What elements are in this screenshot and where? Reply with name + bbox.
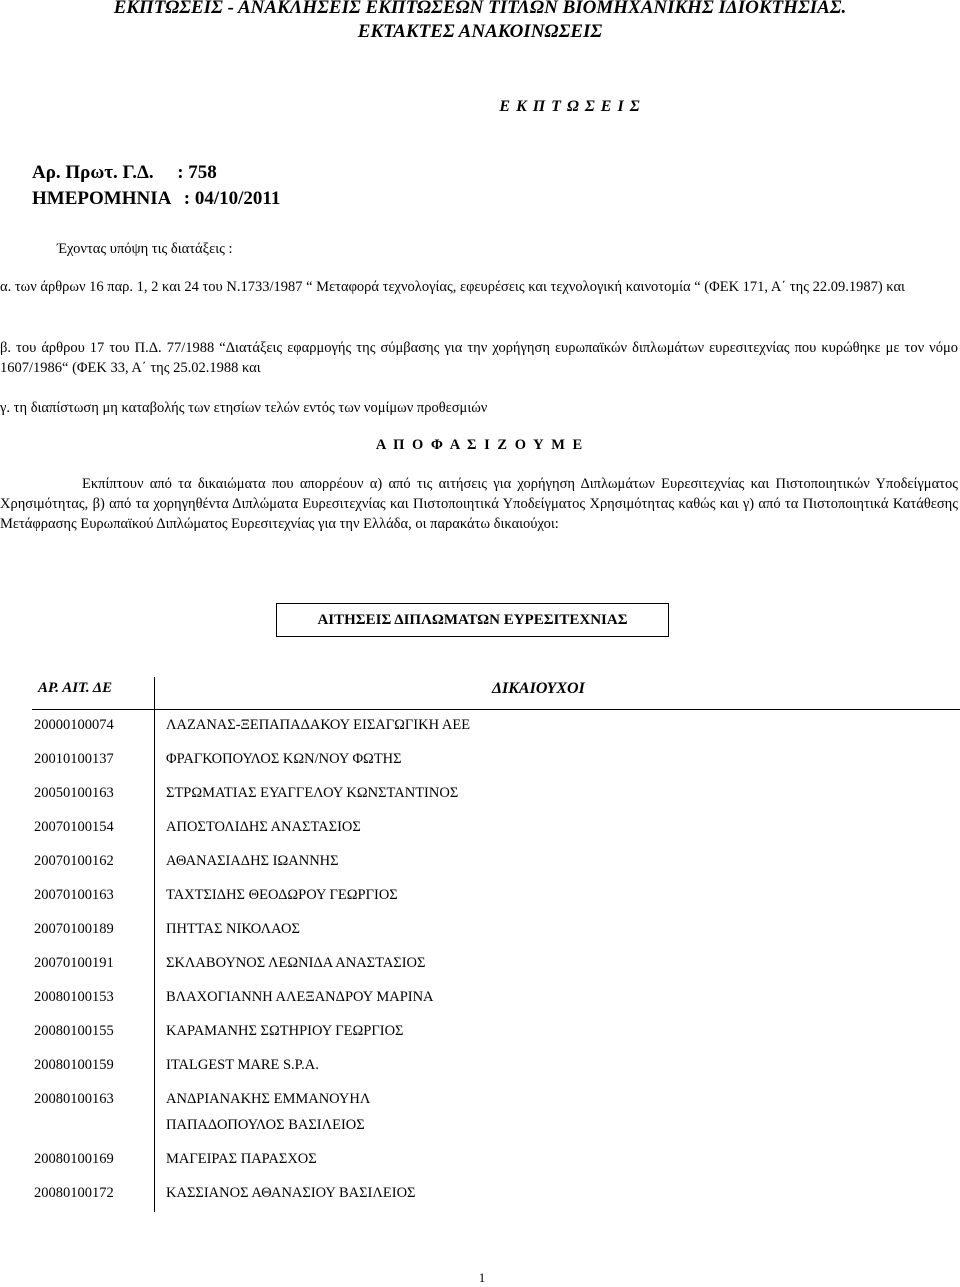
section-heading: Ε Κ Π Τ Ω Σ Ε Ι Σ <box>499 98 641 115</box>
table-header-divider <box>32 709 960 710</box>
preamble-item-a: α. των άρθρων 16 παρ. 1, 2 και 24 του Ν.1733/1987 “ Μεταφορά τεχνολογίας, εφευρέσεις και τεχνολογική καινοτομία “ (ΦΕΚ 171, Α΄ της 22.09.1987) και <box>0 279 905 295</box>
application-number: 20080100155 <box>34 1023 114 1039</box>
applications-heading: ΑΙΤΗΣΕΙΣ ΔΙΠΛΩΜΑΤΩΝ ΕΥΡΕΣΙΤΕΧΝΙΑΣ <box>276 603 669 637</box>
application-number: 20080100172 <box>34 1185 114 1201</box>
column-header-holders: ΔΙΚΑΙΟΥΧΟΙ <box>492 680 585 697</box>
application-number: 20080100169 <box>34 1151 114 1167</box>
decision-text: Εκπίπτουν από τα δικαιώματα που απορρέουν α) από τις αιτήσεις για χορήγηση Διπλωμάτων Ευρεσιτεχνίας και Πιστοποιητικών Υποδείγματος Χρησιμότητας, β) από τα χορηγηθέντα Διπλώματα Ευρεσιτεχνίας και Πιστοποιητικά Υποδείγματος Χρησιμότητας καθώς και γ) από τα Πιστοποιητικά Κατάθεσης Μετάφρασης Ευρωπαϊκού Διπλώματος Ευρεσιτεχνίας για την Ελλάδα, οι παρακάτω δικαιούχοι: <box>0 476 958 532</box>
application-number: 20070100154 <box>34 819 114 835</box>
preamble-item-c: γ. τη διαπίστωση μη καταβολής των ετησίων τελών εντός των νομίμων προθεσμιών <box>0 400 488 416</box>
application-number: 20070100163 <box>34 887 114 903</box>
protocol-date-value: : 04/10/2011 <box>183 188 281 209</box>
protocol-date <box>32 186 280 212</box>
application-number: 20070100189 <box>34 921 114 937</box>
application-number: 20050100163 <box>34 785 114 801</box>
protocol-number-label: Αρ. Πρωτ. Γ.Δ. <box>32 162 154 183</box>
application-number: 20000100074 <box>34 717 114 733</box>
preamble-item-b: β. του άρθρου 17 του Π.Δ. 77/1988 “Διατάξεις εφαρμογής της σύμβασης για την χορήγηση ευρωπαϊκών διπλωμάτων ευρεσιτεχνίας που κυρώθηκε με τον νόμο 1607/1986“ (ΦΕΚ 33, Α΄ της 25.02.1988 και <box>0 340 958 376</box>
protocol-number <box>32 160 217 186</box>
application-number: 20070100191 <box>34 955 114 971</box>
holder-name: ΦΡΑΓΚΟΠΟΥΛΟΣ ΚΩΝ/ΝΟΥ ΦΩΤΗΣ <box>166 751 402 767</box>
holder-name: ΑΘΑΝΑΣΙΑΔΗΣ ΙΩΑΝΝΗΣ <box>166 853 339 869</box>
table-column-divider <box>154 677 155 1212</box>
column-header-number: ΑΡ. ΑΙΤ. ΔΕ <box>38 680 113 696</box>
document-title-line1: ΕΚΠΤΩΣΕΙΣ - ΑΝΑΚΛΗΣΕΙΣ ΕΚΠΤΩΣΕΩΝ ΤΙΤΛΩΝ ΒΙΟΜΗΧΑΝΙΚΗΣ ΙΔΙΟΚΤΗΣΙΑΣ. <box>113 0 847 18</box>
preamble-intro: Έχοντας υπόψη τις διατάξεις : <box>57 241 233 257</box>
holder-name: ΜΑΓΕΙΡΑΣ ΠΑΡΑΣΧΟΣ <box>166 1151 317 1167</box>
holder-name: ΠΗΤΤΑΣ ΝΙΚΟΛΑΟΣ <box>166 921 300 937</box>
document-title-line2: ΕΚΤΑΚΤΕΣ ΑΝΑΚΟΙΝΩΣΕΙΣ <box>357 21 603 42</box>
holder-name: ITALGEST MARE S.P.A. <box>166 1057 319 1073</box>
application-number: 20080100153 <box>34 989 114 1005</box>
holder-name: ΚΑΣΣΙΑΝΟΣ ΑΘΑΝΑΣΙΟΥ ΒΑΣΙΛΕΙΟΣ <box>166 1185 416 1201</box>
holder-name: ΛΑΖΑΝΑΣ-ΞΕΠΑΠΑΔΑΚΟΥ ΕΙΣΑΓΩΓΙΚΗ ΑΕΕ <box>166 717 471 733</box>
application-number: 20080100163 <box>34 1091 114 1107</box>
holder-name-second: ΠΑΠΑΔΟΠΟΥΛΟΣ ΒΑΣΙΛΕΙΟΣ <box>166 1117 365 1133</box>
application-number: 20010100137 <box>34 751 114 767</box>
holder-name: ΚΑΡΑΜΑΝΗΣ ΣΩΤΗΡΙΟΥ ΓΕΩΡΓΙΟΣ <box>166 1023 404 1039</box>
application-number: 20080100159 <box>34 1057 114 1073</box>
protocol-number-value: : 758 <box>177 162 217 183</box>
holder-name: ΣΚΛΑΒΟΥΝΟΣ ΛΕΩΝΙΔΑ ΑΝΑΣΤΑΣΙΟΣ <box>166 955 426 971</box>
protocol-date-label: ΗΜΕΡΟΜΗΝΙΑ <box>32 188 171 209</box>
decision-heading: Α Π Ο Φ Α Σ Ι Ζ Ο Υ Μ Ε <box>375 437 585 453</box>
holder-name: ΒΛΑΧΟΓΙΑΝΝΗ ΑΛΕΞΑΝΔΡΟΥ ΜΑΡΙΝΑ <box>166 989 434 1005</box>
holder-name: ΑΠΟΣΤΟΛΙΔΗΣ ΑΝΑΣΤΑΣΙΟΣ <box>166 819 361 835</box>
page-number: 1 <box>478 1270 486 1285</box>
application-number: 20070100162 <box>34 853 114 869</box>
holder-name: ΣΤΡΩΜΑΤΙΑΣ ΕΥΑΓΓΕΛΟΥ ΚΩΝΣΤΑΝΤΙΝΟΣ <box>166 785 459 801</box>
holder-name: ΤΑΧΤΣΙΔΗΣ ΘΕΟΔΩΡΟΥ ΓΕΩΡΓΙΟΣ <box>166 887 398 903</box>
holder-name: ΑΝΔΡΙΑΝΑΚΗΣ ΕΜΜΑΝΟΥΗΛ <box>166 1091 371 1107</box>
